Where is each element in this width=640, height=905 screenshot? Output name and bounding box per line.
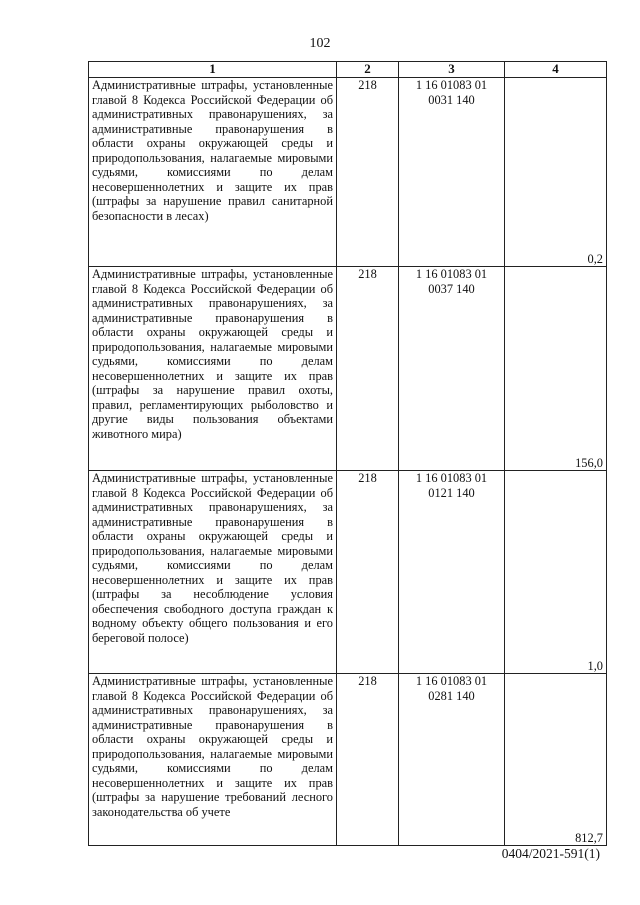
table-row xyxy=(89,267,607,471)
row-name: Административные штрафы, установленные главой 8 Кодекса Российской Федерации об административных правонарушениях, за административные правонарушения в области охраны окружающей среды и природопользования, налагаемые мировыми судьями, комиссиями по делам несовершеннолетних и защите их прав (штрафы за нарушение требований лесного законодательства об учете xyxy=(89,674,337,846)
kbk-line-1: 1 16 01083 01 xyxy=(415,78,488,92)
row-name: Административные штрафы, установленные главой 8 Кодекса Российской Федерации об административных правонарушениях, за административные правонарушения в области охраны окружающей среды и природопользования, налагаемые мировыми судьями, комиссиями по делам несовершеннолетних и защите их прав (штрафы за несоблюдение условия обеспечения свободного доступа граждан к водному объекту общего пользования и его береговой полосе) xyxy=(89,471,337,674)
column-header-1: 1 xyxy=(89,62,337,78)
budget-table xyxy=(88,61,607,846)
table-header-row xyxy=(89,62,607,78)
kbk-line-2: 0031 140 xyxy=(428,92,475,107)
row-name: Административные штрафы, установленные главой 8 Кодекса Российской Федерации об административных правонарушениях, за административные правонарушения в области охраны окружающей среды и природопользования, налагаемые мировыми судьями, комиссиями по делам несовершеннолетних и защите их прав (штрафы за нарушение правил охоты, правил, регламентирующих рыболовство и другие виды пользования объектами животного мира) xyxy=(89,267,337,471)
row-name: Административные штрафы, установленные главой 8 Кодекса Российской Федерации об административных правонарушениях, за административные правонарушения в области охраны окружающей среды и природопользования, налагаемые мировыми судьями, комиссиями по делам несовершеннолетних и защите их прав (штрафы за нарушение правил санитарной безопасности в лесах) xyxy=(89,78,337,267)
page-number: 102 xyxy=(309,36,331,51)
kbk-line-1: 1 16 01083 01 xyxy=(415,267,488,281)
row-admin-code: 218 xyxy=(337,78,399,267)
kbk-line-2: 0281 140 xyxy=(428,688,475,703)
row-kbk-code xyxy=(399,674,505,846)
column-header-2: 2 xyxy=(337,62,399,78)
kbk-line-1: 1 16 01083 01 xyxy=(415,471,488,485)
kbk-line-2: 0037 140 xyxy=(428,281,475,296)
kbk-line-2: 0121 140 xyxy=(428,485,475,500)
row-amount: 156,0 xyxy=(505,267,607,471)
column-header-3: 3 xyxy=(399,62,505,78)
row-kbk-code xyxy=(399,78,505,267)
row-admin-code: 218 xyxy=(337,674,399,846)
document-id: 0404/2021-591(1) xyxy=(501,846,600,861)
row-kbk-code xyxy=(399,471,505,674)
column-header-4: 4 xyxy=(505,62,607,78)
row-amount: 1,0 xyxy=(505,471,607,674)
row-amount: 812,7 xyxy=(505,674,607,846)
row-admin-code: 218 xyxy=(337,471,399,674)
row-amount: 0,2 xyxy=(505,78,607,267)
row-kbk-code xyxy=(399,267,505,471)
table-row xyxy=(89,471,607,674)
table-row xyxy=(89,78,607,267)
table-row xyxy=(89,674,607,846)
kbk-line-1: 1 16 01083 01 xyxy=(415,674,488,688)
row-admin-code: 218 xyxy=(337,267,399,471)
